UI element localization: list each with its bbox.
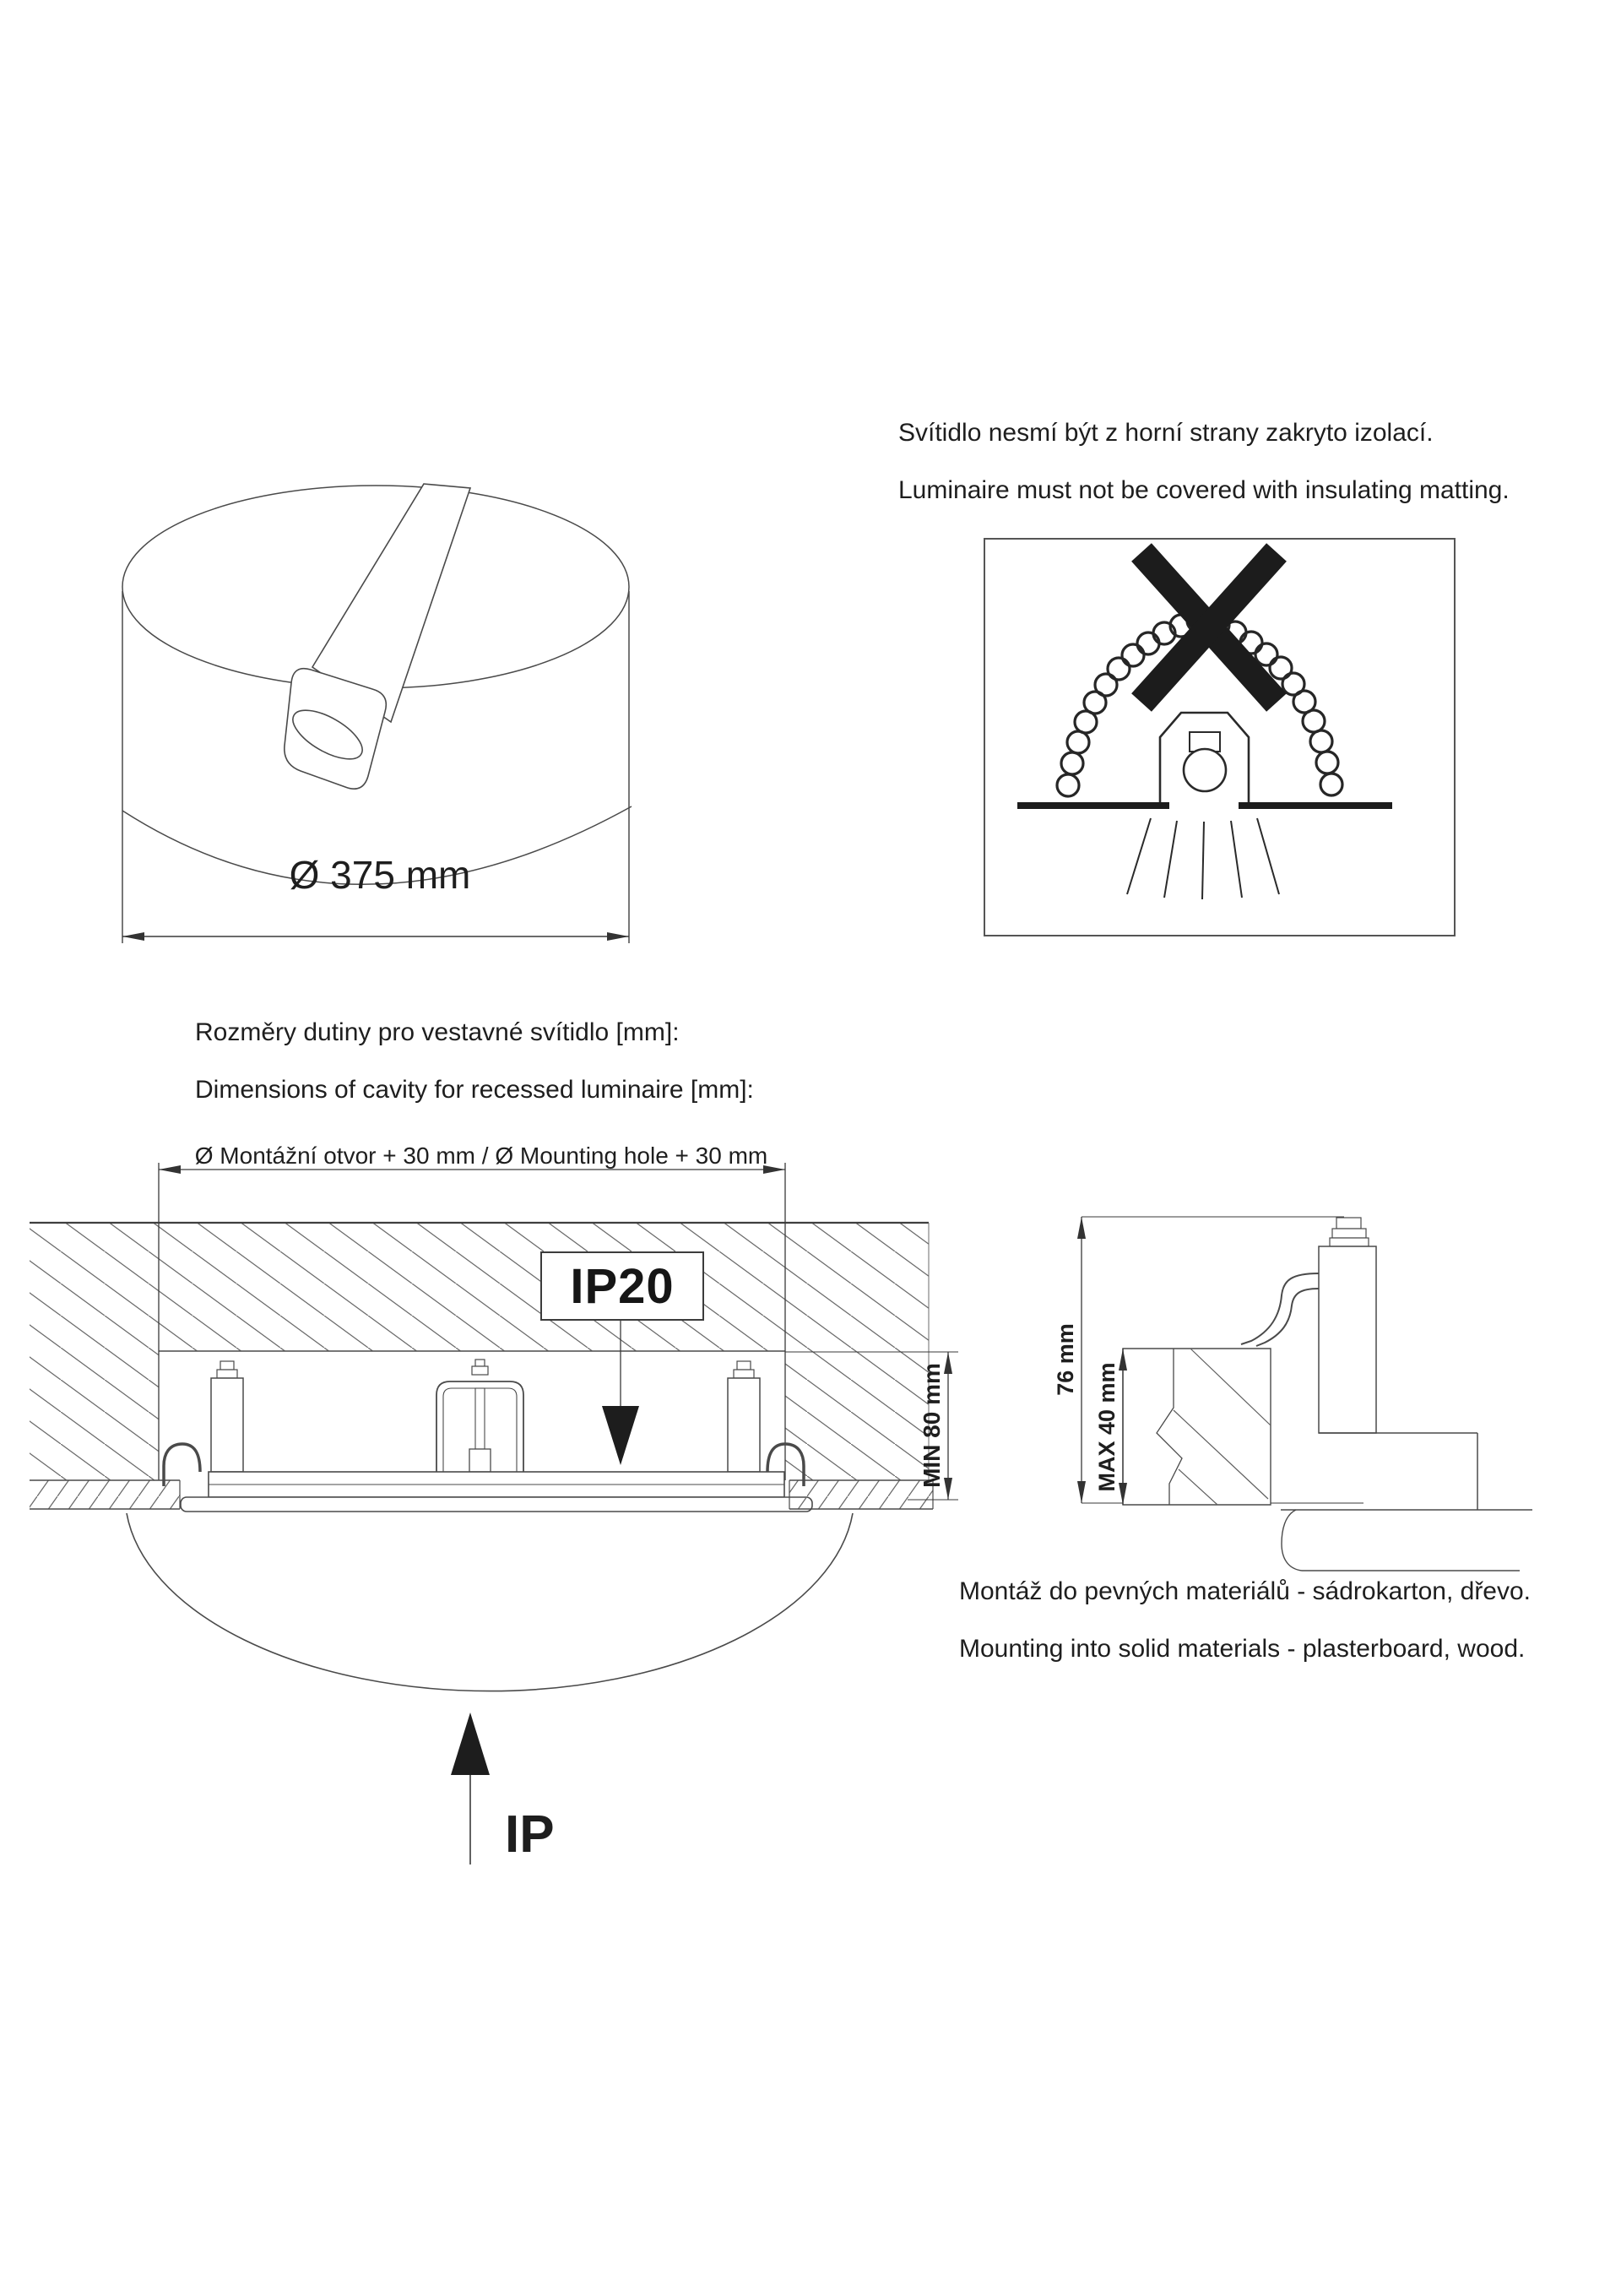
cross-section-drawing: [17, 1123, 1013, 1892]
total-height-label: 76 mm: [1053, 1323, 1078, 1396]
luminaire-base: [181, 1472, 812, 1512]
mounting-note-en: Mounting into solid materials - plasterboard, wood.: [959, 1635, 1526, 1663]
max-thickness-label: MAX 40 mm: [1094, 1362, 1120, 1492]
light-rays: [1127, 818, 1279, 899]
mounting-note-cs: Montáž do pevných materiálů - sádrokarton, dřevo.: [959, 1577, 1532, 1605]
no-insulation-pictogram-graphic: [985, 540, 1454, 935]
spring-clamp-left: [164, 1361, 243, 1486]
no-insulation-pictogram: [984, 538, 1456, 936]
ip-label: IP: [505, 1805, 555, 1864]
insulation-note-cs: Svítidlo nesmí být z horní strany zakryto izolací.: [898, 419, 1434, 447]
cavity-heading-en: Dimensions of cavity for recessed luminaire [mm]:: [195, 1076, 754, 1104]
luminaire-icon: [1160, 713, 1249, 802]
board-block: [1123, 1349, 1271, 1505]
spring-clamp-middle: [436, 1360, 523, 1472]
detail-luminaire-edge: [1281, 1433, 1532, 1571]
prohibition-x-icon: [1141, 552, 1277, 703]
cavity-heading-cs: Rozměry dutiny pro vestavné svítidlo [mm]:: [195, 1018, 680, 1046]
mounting-hole-dimension-label: Ø Montážní otvor + 30 mm / Ø Mounting hole + 30 mm: [194, 1143, 768, 1169]
diameter-dimension-label: Ø 375 mm: [289, 853, 471, 897]
min-depth-label: MIN 80 mm: [919, 1363, 945, 1488]
ip-arrow: [451, 1713, 490, 1864]
insulation-note-en: Luminaire must not be covered with insulating matting.: [898, 476, 1510, 504]
diameter-dimension: [122, 932, 629, 941]
mounting-strap: [285, 484, 470, 789]
luminaire-dome: [127, 1513, 853, 1691]
ip20-badge: IP20: [540, 1251, 704, 1321]
side-mounting-detail-drawing: [1055, 1208, 1537, 1596]
